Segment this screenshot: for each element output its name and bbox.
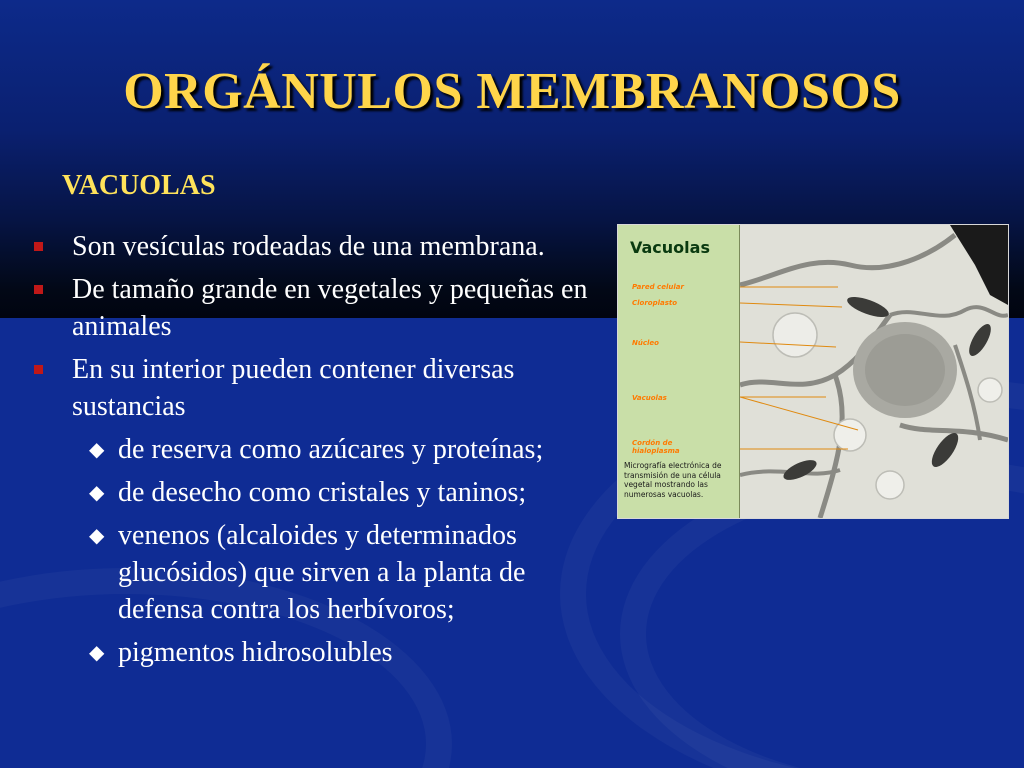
subbullet-text: venenos (alcaloides y determinados glucósidos) que sirven a la planta de defensa contra los herbívoros; (118, 520, 526, 625)
bullet-list (30, 228, 610, 677)
diamond-bullet-icon: ◆ (89, 482, 105, 504)
label-vacuolas: Vacuolas (632, 394, 667, 402)
square-bullet-icon (34, 242, 43, 251)
bullet-text: Son vesículas rodeadas de una membrana. (72, 231, 545, 262)
label-pared-celular: Pared celular (632, 283, 684, 291)
sub-list-item (30, 474, 610, 511)
vacuole (876, 471, 904, 499)
vacuole (834, 419, 866, 451)
square-bullet-icon (34, 365, 43, 374)
bullet-text: En su interior pueden contener diversas sustancias (72, 354, 515, 422)
micrograph-image (740, 225, 1008, 518)
figure-title: Vacuolas (630, 238, 710, 257)
micrograph-figure (617, 224, 1009, 519)
figure-legend-panel (618, 225, 740, 518)
list-item (30, 351, 610, 425)
nucleolus (865, 334, 945, 406)
sub-list-item (30, 431, 610, 468)
slide-title: ORGÁNULOS MEMBRANOSOS (123, 63, 901, 120)
subbullet-text: de reserva como azúcares y proteínas; (118, 434, 544, 465)
slide-subtitle: VACUOLAS (62, 170, 216, 201)
label-nucleo: Núcleo (632, 339, 659, 347)
sub-list-item (30, 634, 610, 671)
square-bullet-icon (34, 285, 43, 294)
vacuole (773, 313, 817, 357)
subbullet-text: pigmentos hidrosolubles (118, 637, 393, 668)
vacuole (978, 378, 1002, 402)
diamond-bullet-icon: ◆ (89, 525, 105, 547)
diamond-bullet-icon: ◆ (89, 439, 105, 461)
diamond-bullet-icon: ◆ (89, 642, 105, 664)
sub-list-item (30, 517, 610, 628)
bullet-text: De tamaño grande en vegetales y pequeñas en animales (72, 274, 588, 342)
list-item (30, 271, 610, 345)
subbullet-text: de desecho como cristales y taninos; (118, 477, 527, 508)
list-item (30, 228, 610, 265)
label-cloroplasto: Cloroplasto (632, 299, 678, 307)
figure-caption: Micrografía electrónica de transmisión de una célula vegetal mostrando las numerosas vacuolas. (624, 461, 722, 499)
label-cordon-hialoplasma: Cordón de hialoplasma (632, 439, 680, 455)
